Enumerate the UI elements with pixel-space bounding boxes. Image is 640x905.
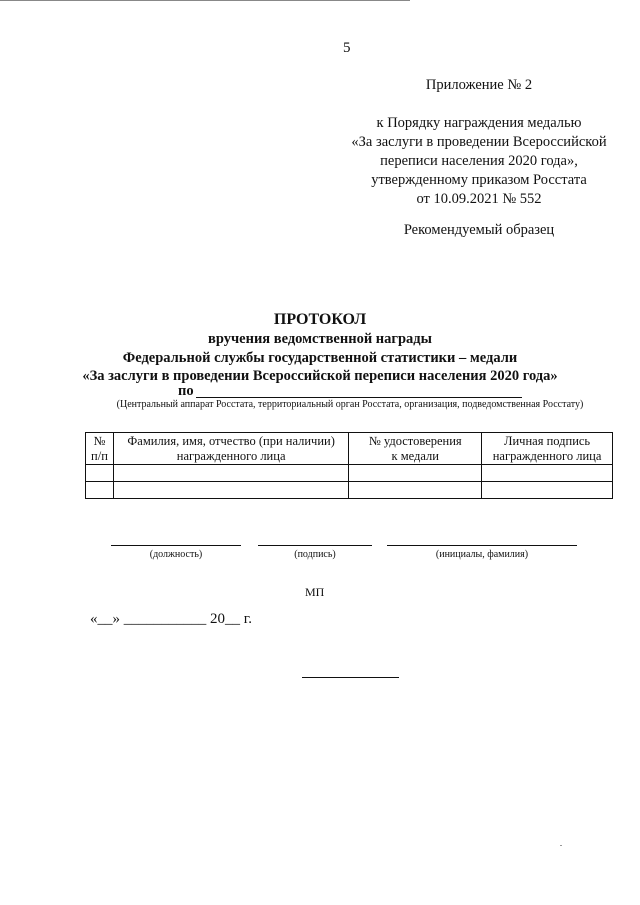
table-header-row <box>86 433 613 465</box>
table-cell[interactable] <box>86 482 114 499</box>
table-cell[interactable] <box>349 465 482 482</box>
table-row <box>86 465 613 482</box>
header-number: № п/п <box>86 433 114 465</box>
table-cell[interactable] <box>113 482 348 499</box>
appendix-line: к Порядку награждения медалью <box>376 115 582 131</box>
table-cell[interactable] <box>482 465 613 482</box>
name-label: (инициалы, фамилия) <box>435 549 529 560</box>
heading-line-1: вручения ведомственной награды <box>208 331 432 347</box>
table-cell[interactable] <box>349 482 482 499</box>
scan-speck <box>560 845 562 846</box>
end-separator-line <box>302 677 399 678</box>
signature-blank-line <box>258 545 372 546</box>
sample-note: Рекомендуемый образец <box>403 222 555 238</box>
table-cell[interactable] <box>113 465 348 482</box>
po-label: по <box>178 383 194 399</box>
appendix-block <box>318 76 640 240</box>
appendix-title: Приложение № 2 <box>425 77 533 93</box>
date-line: «__» ___________ 20__ г. <box>90 611 252 627</box>
header-full-name: Фамилия, имя, отчество (при наличии) награжденного лица <box>113 433 348 465</box>
table-row <box>86 482 613 499</box>
name-blank-line <box>387 545 577 546</box>
header-signature: Личная подпись награжденного лица <box>482 433 613 465</box>
appendix-line: от 10.09.2021 № 552 <box>416 191 542 207</box>
signature-label: (подпись) <box>294 549 336 560</box>
appendix-line: утвержденному приказом Росстата <box>371 172 587 188</box>
table-cell[interactable] <box>482 482 613 499</box>
top-edge-line <box>0 0 410 1</box>
document-title: ПРОТОКОЛ <box>273 311 367 328</box>
appendix-line: переписи населения 2020 года», <box>380 153 578 169</box>
appendix-line: «За заслуги в проведении Всероссийской <box>351 134 607 150</box>
organization-blank-line <box>196 397 522 398</box>
stamp-place-label: МП <box>305 585 325 599</box>
appendix-reference <box>318 114 640 209</box>
heading-line-2: Федеральной службы государственной статистики – медали <box>122 350 518 366</box>
awardees-table <box>85 432 613 499</box>
heading-line-3: «За заслуги в проведении Всероссийской переписи населения 2020 года» <box>82 368 558 384</box>
position-label: (должность) <box>149 549 203 560</box>
organization-hint: (Центральный аппарат Росстата, территориальный орган Росстата, организация, подведомственная Росстату) <box>116 399 584 410</box>
page-number: 5 <box>343 40 351 56</box>
position-blank-line <box>111 545 241 546</box>
header-certificate-number: № удостоверения к медали <box>349 433 482 465</box>
table-cell[interactable] <box>86 465 114 482</box>
